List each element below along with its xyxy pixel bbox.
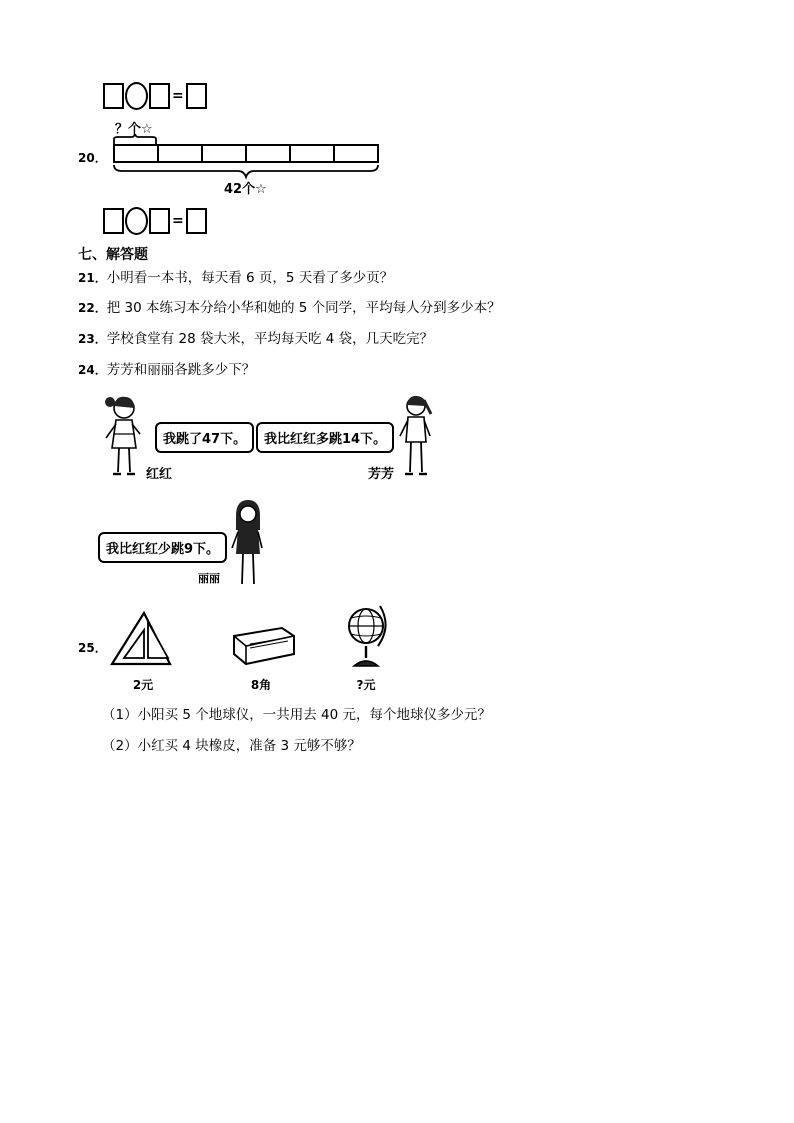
name-label-fangfang: 芳芳 — [368, 467, 395, 482]
question-number: 21． — [78, 271, 107, 285]
name-label-lili: 丽丽 — [198, 572, 220, 585]
question-text: 小明看一本书，每天看 6 页，5 天看了多少页？ — [106, 270, 394, 286]
price-label-eraser: 8角 — [250, 678, 272, 692]
globe-icon — [344, 600, 392, 672]
question-number: 25． — [78, 641, 107, 655]
equation-template-bottom — [103, 207, 207, 235]
speech-bubble-honghong: 我跳了47下。 — [155, 422, 254, 453]
bottom-brace — [114, 165, 378, 177]
girl-fangfang-icon — [396, 392, 436, 480]
name-label-honghong: 红红 — [146, 467, 173, 482]
equation-template-top — [103, 82, 207, 110]
section-title: 七、解答题 — [78, 247, 148, 263]
question-text: 学校食堂有 28 袋大米，平均每天吃 4 袋，几天吃完？ — [106, 331, 434, 347]
answer-box — [103, 83, 124, 109]
answer-box — [149, 208, 170, 234]
question-number: 20． — [78, 151, 107, 165]
answer-box — [186, 208, 207, 234]
price-label-globe: ?元 — [356, 678, 376, 692]
question-text: 把 30 本练习本分给小华和她的 5 个同学，平均每人分到多少本？ — [106, 300, 501, 316]
question-22 — [78, 300, 501, 316]
question-number: 22． — [78, 301, 107, 315]
brace-label-top: ？个☆ — [115, 122, 153, 137]
answer-box — [149, 83, 170, 109]
answer-box — [186, 83, 207, 109]
question-24 — [78, 362, 255, 378]
operator-circle — [125, 82, 148, 110]
girl-lili-icon — [226, 498, 270, 590]
star-segment-diagram — [110, 134, 385, 180]
speech-bubble-fangfang: 我比红红多跳14下。 — [256, 422, 394, 453]
question-21 — [78, 270, 393, 286]
equals-sign: = — [172, 88, 184, 104]
question-number: 24． — [78, 363, 107, 377]
question-text: 芳芳和丽丽各跳多少下？ — [106, 362, 256, 378]
answer-box — [103, 208, 124, 234]
question-number: 23． — [78, 332, 107, 346]
question-25-sub1: （1）小阳买 5 个地球仪，一共用去 40 元，每个地球仪多少元？ — [102, 707, 492, 723]
price-label-set-square: 2元 — [132, 678, 154, 692]
speech-bubble-lili: 我比红红少跳9下。 — [98, 532, 227, 563]
brace-label-bottom: 42个☆ — [224, 182, 267, 197]
question-23 — [78, 331, 433, 347]
girl-honghong-icon — [100, 392, 144, 480]
equals-sign: = — [172, 213, 184, 229]
eraser-icon — [228, 624, 298, 668]
question-25-sub2: （2）小红买 4 块橡皮，准备 3 元够不够？ — [102, 738, 361, 754]
set-square-icon — [108, 610, 174, 668]
operator-circle — [125, 207, 148, 235]
